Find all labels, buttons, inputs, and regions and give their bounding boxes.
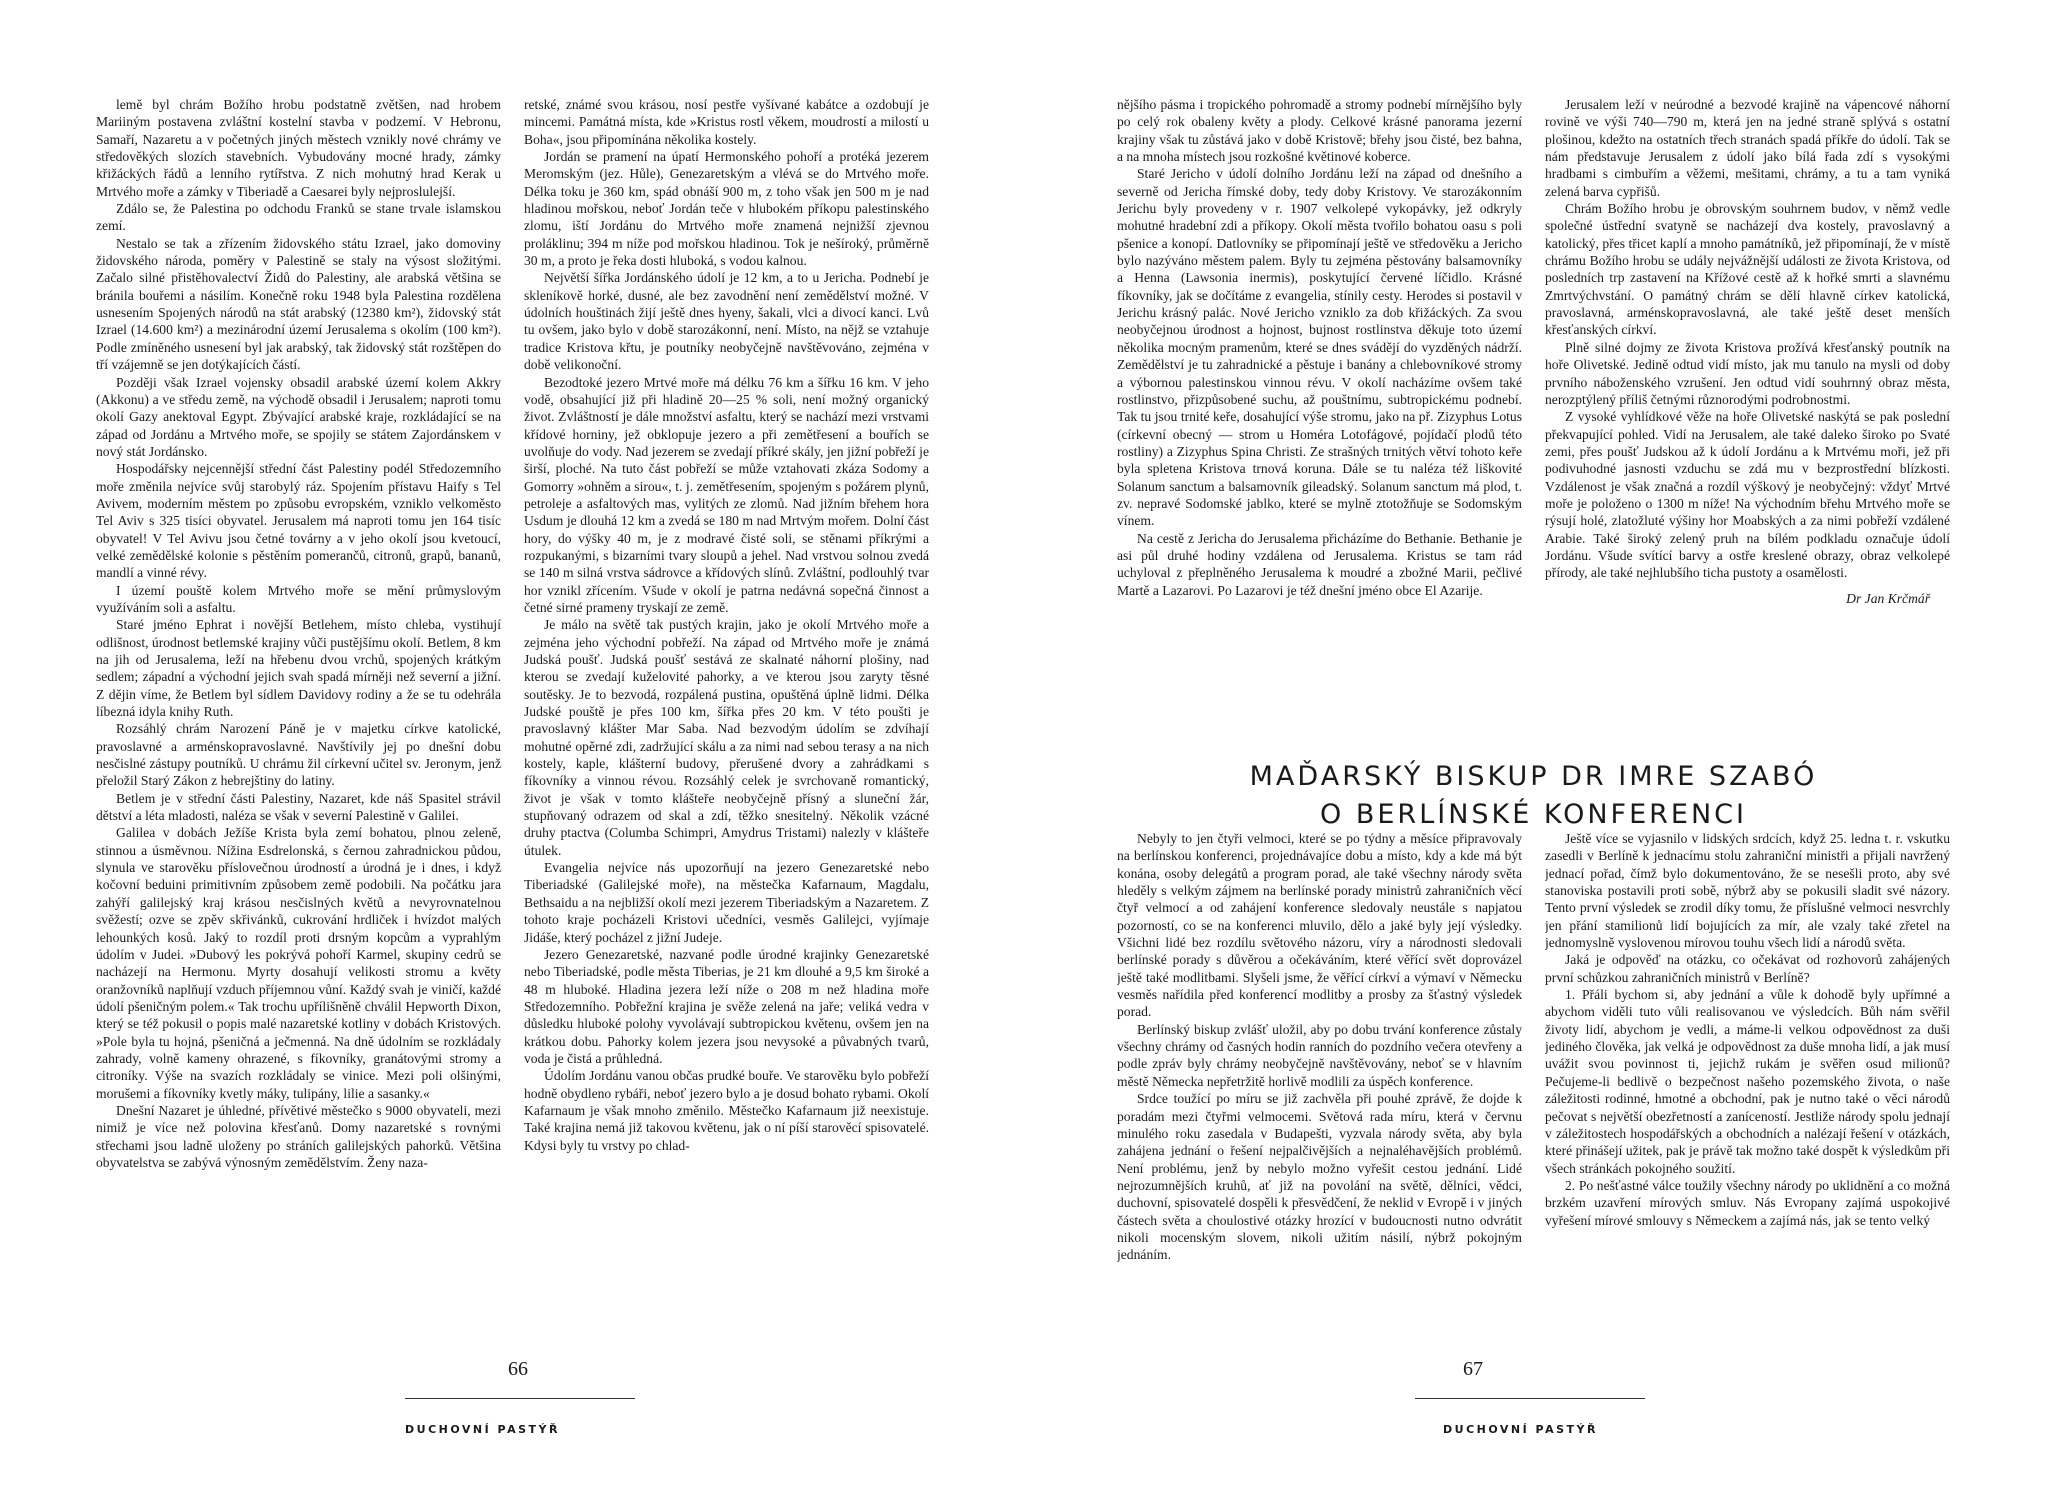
paragraph: retské, známé svou krásou, nosí pestře vyšívané kabátce a ozdobují je mincemi. Památná místa, kde »Kristus rostl věkem, moudrostí a milostí u Boha«, jsou připomínána několika kostely.	[524, 97, 929, 147]
article-column-2	[1545, 830, 1950, 1325]
footer-rule	[1415, 1398, 1645, 1399]
right-column-2	[1545, 96, 1950, 676]
journal-footer: DUCHOVNÍ PASTÝŘ	[405, 1423, 560, 1436]
article-headline	[1117, 758, 1950, 834]
paragraph: Bezodtoké jezero Mrtvé moře má délku 76 km a šířku 16 km. V jeho vodě, obsahující již při hladině 20—25 % soli, není možný organický život. Zvláštností je dále množství asfaltu, který se nachází mezi vrstvami křídové horniny, jež obklopuje jezero a při zemětřesení a bouřích se uvolňuje do vody. Nad jezerem se zvedají příkré skály, jen jižní pobřeží je širší, ploché. Na tuto část pobřeží se může vztahovati zkáza Sodomy a Gomorry »ohněm a sirou«, t. j. zemětřesením, spojeným s požárem plynů, petroleje a asfaltových mas, vylitých ze zlomů. Nad jižním břehem hora Usdum je dlouhá 12 km a zvedá se 180 m nad Mrtvým mořem. Dolní část hory, do výšky 40 m, je z modravé čisté soli, se stěnami příkrými a rozpukanými, s bizarními tvary sloupů a jehel. Nad vrstvou solnou zvedá se 140 m silná vrstva sádrovce a křídových slínů. Zvláštní, podlouhlý tvar hor vznikl zřícením. Všude v okolí je patrna nedávná sopečná činnost a četné sirné prameny tryskají ze země.	[524, 374, 929, 615]
paragraph: Jerusalem leží v neúrodné a bezvodé krajině na vápencové náhorní rovině ve výši 740—790 m, která jen na jedné straně splývá s ostatní plošinou, kdežto na ostatních třech stranách spadá příkře do údolí. Tak se nám představuje Jerusalem z údolí jako bílá řada zdí s vysokými hradbami s cimbuřím a věžemi, mešitami, chrámy, a tu a tam vyniká zelená barva cypřišů.	[1545, 97, 1950, 199]
paragraph: Staré Jericho v údolí dolního Jordánu leží na západ od dnešního a severně od Jericha římské doby, tedy doby Kristovy. Ve starozákonním Jerichu byly provedeny v r. 1907 velkolepé vykopávky, jež odkryly mohutné hradební zdi a příkopy. Okolí města tvořilo bohatou oasu s poli pšenice a konopí. Datlovníky se připomínají ještě ve středověku a Jericho bylo nazýváno městem palem. Byly tu zejména pěstovány balsamovníky a Henna (Lawsonia inermis), poskytující červené líčidlo. Krásné fíkovníky, jak se dočítáme z evangelia, stínily cesty. Herodes si postavil v Jerichu krásný palác. Nové Jericho vzniklo za dob křižáckých. Za svou neobyčejnou úrodnost a hojnost, bujnost rostlinstva děkuje toto území několika mocným pramenům, které se dnes svádějí do vyzděných nádrží. Zemědělství je tu zahradnické a pěstuje i banány a chlebovníkové stromy a výbornou palestinskou vinnou révu. V okolí nacházíme ovšem také rostlinstvo, přizpůsobené suchu, až pouštnímu, subtropickému podnebí. Tak tu jsou trnité keře, dosahující výše stromu, jako na př. Zizyphus Lotus (církevní obecný — strom u Homéra Lotofágové, pojídačí plodů této rostliny) a Zizyphus Spina Christi. Ze strašných trnitých větví tohoto keře byla spletena Kristova trnová koruna. Dále se tu naléza též liškovité Solanum sanctum a balsamovník gileadský. Solanum sanctum má plod, t. zv. nepravé Sodomské jablko, které se mylně ztotožňuje se Sodomským vínem.	[1117, 166, 1522, 529]
paragraph: Rozsáhlý chrám Narození Páně je v majetku církve katolické, pravoslavné a arménskopravoslavné. Navštívily jej po dnešní dobu nesčislné zástupy poutníků. U chrámu žil církevní učitel sv. Jeronym, jenž přeložil Starý Zákon z hebrejštiny do latiny.	[96, 721, 501, 789]
paragraph: Nebyly to jen čtyři velmoci, které se po týdny a měsíce připravovaly na berlínskou konferenci, projednávajíce dobu a místo, kdy a kde má být konána, osoby delegátů a program porad, ale také všechny národy světa hleděly s velkým zájmem na berlínské porady ministrů zahraničních věcí čtyř velmocí a od zahájení konference sledovaly neustále s napjatou pozorností, co se na konferenci mluvilo, dělo a jaké byly její výsledky. Všichni lidé bez rozdílu světového názoru, víry a národnosti sledovali berlínské porady s důvěrou a očekáváním, které věřící svět doprovázel ještě také modlitbami. Slyšeli jsme, že věřící církví a výmaví v Německu vesměs nařídila před konferencí modlitby a prosby za šťastný výsledek porad.	[1117, 831, 1522, 1020]
left-column-2	[524, 96, 929, 1321]
paragraph: nějšího pásma i tropického pohromadě a stromy podnebí mírnějšího byly po celý rok obaleny květy a plody. Celkové krásné panorama jezerní krajiny však tu zůstává jako v době Kristově; břehy jsou čisté, bez bahna, a na mnoha místech jsou rozkošné květinové koberce.	[1117, 97, 1522, 165]
paragraph: lemě byl chrám Božího hrobu podstatně zvětšen, nad hrobem Mariiným postavena zvláštní kostelní stavba v podzemí. V Hebronu, Samaří, Nazaretu a v početných jiných městech vznikly nové chrámy ve středověkých slozích stavebních. Vybudovány mocné hrady, zámky křižáckých řádů a lenního rytířstva. Z nich mohutný hrad Kerak u Mrtvého moře a zámky v Tiberiadě a Caesarei byly nejproslulejší.	[96, 97, 501, 199]
paragraph: Největší šířka Jordánského údolí je 12 km, a to u Jericha. Podnebí je skleníkově horké, dusné, ale bez zavodnění není zemědělství možné. V údolních houštinách žijí ještě dnes hyeny, šakali, vlci a divocí kanci. Lvů tu ovšem, jako bylo v době starozákonní, není. Místo, na nějž se vztahuje tradice Kristova křtu, je poutníky neobyčejně navštěvováno, zejména v době velikonoční.	[524, 270, 929, 373]
paragraph: Zdálo se, že Palestina po odchodu Franků se stane trvale islamskou zemí.	[96, 201, 501, 234]
paragraph: Dnešní Nazaret je úhledné, přívětivé městečko s 9000 obyvateli, mezi nimiž je více než polovina křesťanů. Domy nazaretské s rovnými střechami jsou ladně uloženy po stráních galilejských pahorků. Většina obyvatelstva se zabývá výnosným zemědělstvím. Ženy naza-	[96, 1102, 501, 1170]
paragraph: 2. Po nešťastné válce toužily všechny národy po uklidnění a co možná brzkém uzavření mírových smluv. Nás Evropany zajímá uspokojivé vyřešení mírové smlouvy s Německem a zajímá nás, jak se tento velký	[1545, 1177, 1950, 1228]
paragraph: Jordán se pramení na úpatí Hermonského pohoří a protéká jezerem Meromským (jez. Hůle), Genezaretským a vlévá se do Mrtvého moře. Délka toku je 360 km, spád obnáší 900 m, z toho však jen 500 m je nad hladinou mořskou, neboť Jordán teče v hlubokém příkopu palestinského zlomu, iští Jordánu do Mrtvého moře znamená nejnižší zjevnou proláklinu; 394 m níže pod mořskou hladinou. Tok je nešíroký, průměrně 30 m, a proto je řeka dosti hluboká, s vodou kalnou.	[524, 149, 929, 269]
right-column-1	[1117, 96, 1522, 706]
headline-line-1: MAĎARSKÝ BISKUP DR IMRE SZABÓ	[1249, 761, 1818, 792]
paragraph: Srdce toužící po míru se již zachvěla při pouhé zprávě, že dojde k poradám mezi čtyřmi velmocemi. Světová rada míru, která v červnu minulého roku zasedala v Budapešti, vyzvala národy světa, aby byla zahájena jednání o řešení nejpalčivějších a nejnaléhavějších problémů. Není problému, jenž by nebylo možno vyřešit cestou jednání. Lidé nejrozumnějších kruhů, ať již na povolání na světě, dělníci, vědci, duchovní, spisovatelé dospěli k přesvědčení, že neklid v Evropě i v jiných částech světa a choulostivé otázky hrozící v budoucnosti nutno odvrátit nikoli mocenským slovem, nikoli užitím násilí, nýbrž pokojným jednáním.	[1117, 1091, 1522, 1263]
paragraph: Nestalo se tak a zřízením židovského státu Izrael, jako domoviny židovského národa, poměry v Palestině se staly na výsost složitými. Začalo silné přistěhovalectví Židů do Palestiny, ale arabská většina se bránila bouřemi a násilím. Konečně roku 1948 byla Palestina rozdělena usnesením Spojených národů na stát arabský (12380 km²), židovský stát Izrael (14.600 km²) a mezinárodní území Jerusalema s okolím (100 km²). Podle zmíněného usnesení byl jak arabský, tak židovský stát rozštěpen do tří vzájemně se jen dotýkajících částí.	[96, 235, 501, 373]
paragraph: Z vysoké vyhlídkové věže na hoře Olivetské naskýtá se pak poslední překvapující pohled. Vidí na Jerusalem, ale také daleko široko po Svaté zemi, přes poušť Judskou až k údolí Jordánu a k Mrtvému moři, jež při podivuhodné jasnosti vzduchu se zdá mu v bezprostřední blízkosti. Vzdálenost je však značná a rozdíl výškový je neobyčejný: vždyť Mrtvé moře je položeno o 1300 m níže! Na východním břehu Mrtvého moře se rýsují holé, zlatožluté výšiny hor Moabských a za nimi pobřeží vzdálené Arabie. Také široký zelený pruh na bílém podkladu označuje údolí Jordánu. Všude svítící barvy a ostře kreslené obrazy, obraz velkolepé přírody, ale také nejhlubšího ticha pustoty a osamělosti.	[1545, 409, 1950, 581]
page-number: 67	[1463, 1358, 1483, 1380]
paragraph: I území pouště kolem Mrtvého moře se mění průmyslovým využíváním soli a asfaltu.	[96, 582, 501, 615]
paragraph: Později však Izrael vojensky obsadil arabské území kolem Akkry (Akkonu) a ve středu země, na východě obsadil i Jerusalem; naproti tomu okolí Gazy anektoval Egypt. Zbývající arabské kraje, rozkládající se na západ od Jordánu a Mrtvého moře, se spojily se státem Zajordánskem v nový stát Jordánsko.	[96, 374, 501, 459]
paragraph: Chrám Božího hrobu je obrovským souhrnem budov, v němž vedle společné ústřední svatyně se nacházejí dva kostely, pravoslavný a katolický, přes třicet kaplí a mnoho památníků, jež připomínají, že v místě chrámu Božího hrobu se udály nejvážnější události ze života Kristova, od posledních trp zastavení na Křížové cestě až k hořké smrti a slavnému Zmrtvýchvstání. O památný chrám se dělí hlavně církev katolická, pravoslavná, arménskopravoslavná, ale také ještě deset menších křesťanských církví.	[1545, 201, 1950, 338]
journal-footer: DUCHOVNÍ PASTÝŘ	[1443, 1423, 1598, 1436]
headline-line-2: O BERLÍNSKÉ KONFERENCI	[1320, 799, 1747, 830]
paragraph: Galilea v dobách Ježíše Krista byla zemí bohatou, plnou zeleně, stinnou a úsměvnou. Nížina Esdrelonská, s černou zahradnickou půdou, slynula ve starověku příslovečnou úrodností a úrodná je i dnes, i když kočovní beduini primitivním způsobem země podobili. Na počátku jara zahýří galilejský kraj krásou nesčislných květů a nevyrovnatelnou svěžestí; ozve se zpěv skřivánků, cukrování hrdliček i hvízdot malých lehounkých kosů. Jaký to rozdíl proti drsným kopcům a vyprahlým údolím v Judei. »Dubový les pokrývá pohoří Karmel, skupiny cedrů se nacházejí na Hermonu. Myrty dosahují velikosti stromu a květy oranžovníků naplňují vzduch příjemnou vůní. Každý svah je viničí, každé údolí pšeničným polem.« Tak trochu upřílišněně chválil Hepworth Dixon, který se též pokusil o popis malé nazaretské kotliny v dobách Kristových. »Pole byla tu hojná, pšeničná a ječmenná. Na dně údolním se rozkládaly zahrady, volně kameny ohrazené, s fíkovníky, granátovými stromy a citroníky. Výše na svazích rozkládaly se vinice. Mezi poli olšinými, morušemi a fíkovníky kvetly máky, tulipány, lilie a sasanky.«	[96, 825, 501, 1101]
page-number: 66	[508, 1358, 528, 1380]
footer-rule	[405, 1398, 635, 1399]
left-column-1	[96, 96, 501, 1321]
paragraph: Staré jméno Ephrat i novější Betlehem, místo chleba, vystihují odlišnost, úrodnost betlemské krajiny vůči pustějšímu okolí. Betlem, 8 km na jih od Jerusalema, leží na hřebenu dvou vrchů, spojených krátkým sedlem; západní a východní jejich svah spadá mírněji než severní a jižní. Z dějin víme, že Betlem byl sídlem Davidovy rodiny a že se tu odehrála líbezná idyla knihy Ruth.	[96, 617, 501, 720]
article-column-1	[1117, 830, 1522, 1325]
paragraph: Údolím Jordánu vanou občas prudké bouře. Ve starověku bylo pobřeží hodně obydleno rybáři, neboť jezero bylo a je dosud bohato rybami. Okolí Kafarnaum je však mnoho změnilo. Městečko Kafarnaum již neexistuje. Také krajina nemá již takovou květenu, jak o ní píší starověcí spisovatelé. Kdysi byly tu vrstvy po chlad-	[524, 1068, 929, 1153]
paragraph: Na cestě z Jericha do Jerusalema přicházíme do Bethanie. Bethanie je asi půl druhé hodiny vzdálena od Jerusalema. Kristus se tam rád uchyloval z přeplněného Jerusalema k moudré a zbožné Marii, pečlivé Martě a Lazarovi. Po Lazarovi je též dnešní jméno obce El Azarije.	[1117, 530, 1522, 598]
paragraph: 1. Přáli bychom si, aby jednání a vůle k dohodě byly upřímné a abychom viděli tuto vůli realisovanou ve výsledcích. Bůh nám svěřil životy lidí, abychom je vedli, a máme-li velkou odpovědnost za duši jediného člověka, jak velká je odpovědnost za duše mnoha lidí, a jak musí uvážit svou povinnost ti, jejichž rukám je svěřen osud milionů? Pečujeme-li bedlivě o bezpečnost našeho pozemského života, o naše záležitosti rodinné, hmotné a obchodní, pak je nutno také o věci národů pečovat s největší obezřetností a zaníceností. Jestliže národy spolu jednají v záležitostech hospodářských a obchodních a nalézají řešení v otázkách, které přinášejí užitek, pak je právě tak možno také dospět k výsledkům při všech stránkách pokojného soužití.	[1545, 987, 1950, 1176]
paragraph: Evangelia nejvíce nás upozorňují na jezero Genezaretské nebo Tiberiadské (Galilejské moře), na městečka Kafarnaum, Magdalu, Bethsaidu a na nejbližší okolí mezi jezerem Tiberiadským a Nazaretem. Z tohoto kraje pocházeli Kristovi učedníci, vesměs Galilejci, vyjímaje Jidáše, který pocházel z jižní Judeje.	[524, 860, 929, 945]
author-signature: Dr Jan Krčmář	[1846, 590, 1930, 606]
paragraph: Jaká je odpověď na otázku, co očekávat od rozhovorů zahájených první schůzkou zahraničních ministrů v Berlíně?	[1545, 952, 1950, 985]
paragraph: Betlem je v střední části Palestiny, Nazaret, kde náš Spasitel strávil dětství a léta mladosti, naléza se však v severní Palestině v Galilei.	[96, 790, 501, 824]
paragraph: Plně silné dojmy ze života Kristova prožívá křesťanský poutník na hoře Olivetské. Jedině odtud vidí místo, jak mu tanulo na mysli od doby prvního náboženského vzrušení. Jen odtud vidí souhrnný obraz města, nerozptýlený příliš četnými různorodými podrobnostmi.	[1545, 339, 1950, 407]
paragraph: Jezero Genezaretské, nazvané podle úrodné krajinky Genezaretské nebo Tiberiadské, podle města Tiberias, je 21 km dlouhé a 9,5 km široké a 48 m hluboké. Hladina jezera leží níže o 208 m než hladina moře Středozemního. Pobřežní krajina je svěže zelená na jaře; veliká vedra v důsledku hluboké polohy vyvolávají subtropickou květenu, ovšem jen na krátkou dobu. Pahorky kolem jezera jsou nevysoké a půvabných tvarů, voda je čistá a průhledná.	[524, 946, 929, 1066]
paragraph: Hospodářsky nejcennější střední část Palestiny podél Středozemního moře změnila nejvíce svůj starobylý ráz. Spojením přístavu Haify s Tel Avivem, moderním městem po způsobu evropském, vzniklo velkoměsto Tel Aviv s 325 tisíci obyvatel. Jerusalem má naproti tomu jen 164 tisíc obyvatel! V Tel Avivu jsou četné továrny a v jeho okolí jsou kvetoucí, velké zemědělské kolonie s pěstěním pomerančů, citronů, grapů, bananů, mandlí a vinné révy.	[96, 461, 501, 581]
paragraph: Ještě více se vyjasnilo v lidských srdcích, když 25. ledna t. r. vskutku zasedli v Berlíně k jednacímu stolu zahraniční ministři a přijali navržený jednací pořad, čímž bylo dokumentováno, že se nesešli proto, aby své stanoviska postavili proti sobě, nýbrž aby se pokusili sladit své názory. Tento první výsledek se zrodil díky tomu, že příslušné velmoci nesvrchly jen přání stamilionů lidí bojujících za mír, ale vzaly také zřetel na jednomyslně vyslovenou mírovou touhu všech lidí a národů světa.	[1545, 831, 1950, 951]
paragraph: Je málo na světě tak pustých krajin, jako je okolí Mrtvého moře a zejména jeho východní pobřeží. Na západ od Mrtvého moře je známá Judská poušť. Judská poušť sestává ze skalnaté náhorní plošiny, nad kterou se zvedají kuželovité pahorky, a ve kterou jsou zaryty těsné soutěsky. Je to bezvodá, rozpálená pustina, opuštěná úplně lidmi. Délka Judské pouště je přes 100 km, šířka přes 20 km. V této poušti je pravoslavný klášter Mar Saba. Nad bezvodým údolím se zdvíhají mohutné opěrné zdi, zadržující skálu a za nimi nad sebou terasy a na nich kostely, kaple, klášterní budovy, přerušené dvory a zahrádkami s fíkovníky a vinnou révou. Rozsáhlý celek je svrchovaně romantický, život je však v tomto klášteře neobyčejně přísný a sluneční žár, stupňovaný odrazem od skal a zdí, těžko snesitelný. Několik vzácné druhy ptactva (Columba Schimpri, Amydrus Tristami) nalezly v klášteře útulek.	[524, 617, 929, 858]
paragraph: Berlínský biskup zvlášť uložil, aby po dobu trvání konference zůstaly všechny chrámy od časných hodin ranních do pozdního večera otevřeny a podle zpráv byly chrámy neobyčejně navštěvovány, neboť se v hlavním městě Německa nepřetržitě horlivě modlili za úspěch konference.	[1117, 1021, 1522, 1089]
